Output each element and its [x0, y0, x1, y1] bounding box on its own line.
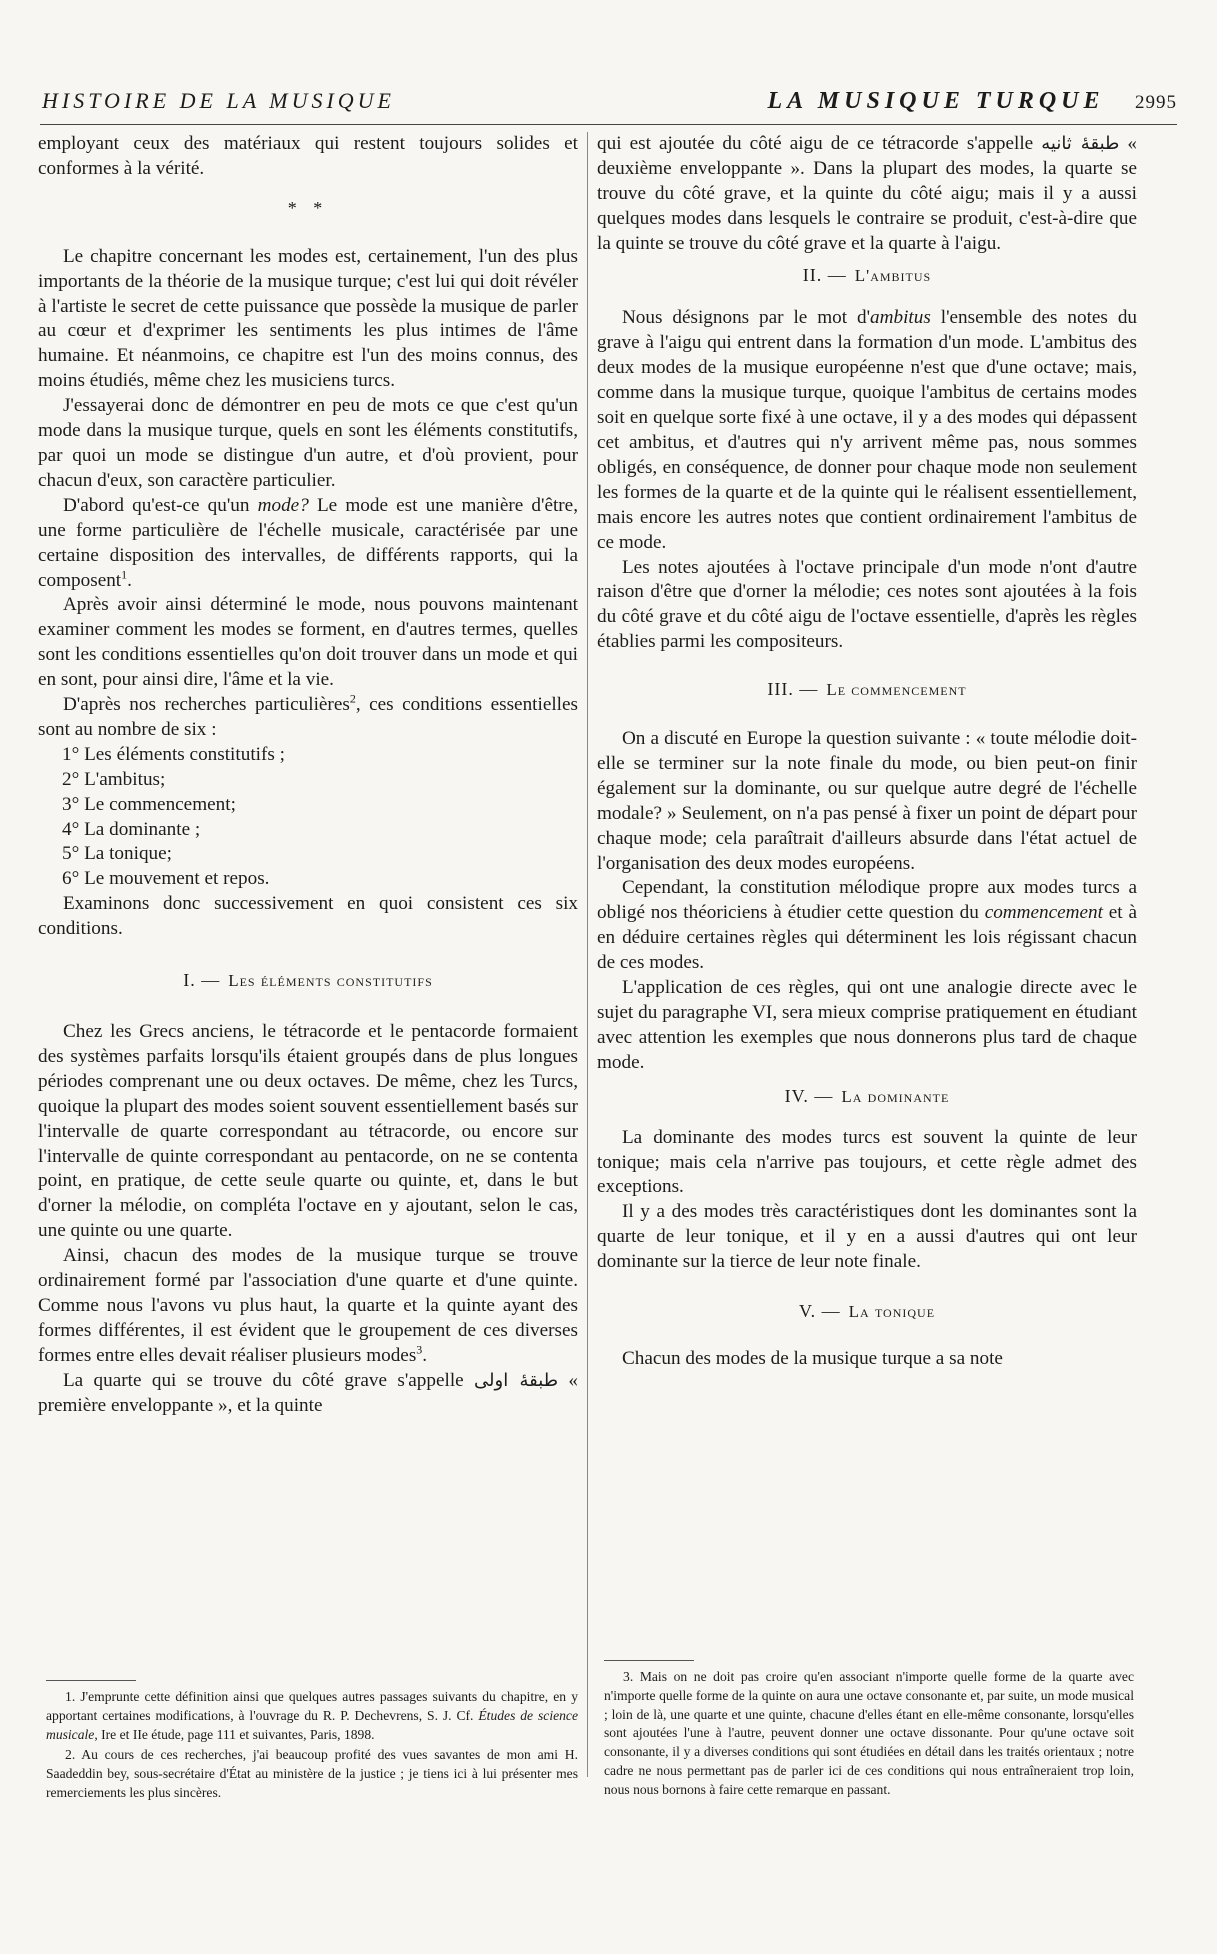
- footnote: [46, 1688, 578, 1744]
- footnote-rule: [46, 1680, 136, 1681]
- heading-title: La dominante: [841, 1086, 950, 1106]
- paragraph: L'application de ces règles, qui ont une analogie directe avec le sujet du paragraphe VI, sera mieux comprise pratiquement en étudiant avec attention les exemples que nous donnerons plus tard de chaque mode.: [597, 977, 1137, 1073]
- text-run: Nous désignons par le mot d': [621, 307, 871, 329]
- arabic-term: طبقهٔ ثانيه: [1041, 133, 1120, 154]
- emphasis: mode?: [257, 494, 309, 516]
- paragraph: [38, 693, 578, 743]
- footnote-ref: 2: [349, 691, 356, 706]
- text-run: et à en déduire certaines règles qui déterminent les lois régissant chacun de ces modes.: [597, 902, 1137, 974]
- emphasis: Études de science musicale: [46, 1707, 578, 1742]
- header-rule: [40, 124, 1177, 125]
- section-stars: * *: [287, 197, 329, 218]
- emphasis: commencement: [984, 902, 1103, 924]
- heading-title: Le commencement: [826, 680, 967, 700]
- paragraph: J'essayerai donc de démontrer en peu de mots ce que c'est qu'un mode dans la musique turque, quels en sont les éléments constitutifs, par quoi un mode se distingue d'un autre, et d'où provient, pour chacun d'eux, son caractère particulier.: [38, 395, 578, 491]
- section-heading: [597, 1299, 1137, 1325]
- list-item: 3° Le commencement;: [62, 793, 236, 815]
- text-run: D'après nos recherches particulières: [62, 694, 350, 716]
- section-heading: [597, 677, 1137, 703]
- paragraph: La dominante des modes turcs est souvent la quinte de leur tonique; mais cela n'arrive pas toujours, et cette règle admet des exceptions.: [597, 1126, 1137, 1198]
- heading-number: IV. —: [784, 1085, 834, 1106]
- paragraph: Chacun des modes de la musique turque a sa note: [621, 1347, 1003, 1369]
- heading-number: III. —: [767, 679, 819, 700]
- paragraph: [597, 306, 1137, 555]
- list-item: 5° La tonique;: [62, 843, 172, 865]
- footnotes-right: [604, 1668, 1134, 1802]
- header-chapter-title: LA MUSIQUE TURQUE: [767, 88, 1105, 114]
- section-heading: [38, 968, 578, 994]
- right-column: [597, 132, 1137, 1372]
- paragraph: [38, 1244, 578, 1369]
- footnote-ref: 3: [416, 1342, 423, 1357]
- column-divider: [587, 132, 588, 1777]
- heading-number: I. —: [183, 970, 221, 991]
- text-run: qui est ajoutée du côté aigu de ce tétracorde s'appelle: [597, 133, 1042, 154]
- text-run: Cependant, la constitution mélodique propre aux modes turcs a obligé nos théoriciens à étudier cette question du: [597, 877, 1137, 924]
- heading-title: La tonique: [848, 1302, 936, 1322]
- list-item: 6° Le mouvement et repos.: [62, 868, 270, 890]
- footnote: 2. Au cours de ces recherches, j'ai beaucoup profité des vues savantes de mon ami H. Saadeddin bey, sous-secrétaire d'État au ministère de la justice ; je tiens ici à lui présenter mes remerciements les plus sincères.: [46, 1747, 578, 1800]
- paragraph: [38, 1369, 578, 1419]
- text-run: La quarte qui se trouve du côté grave s'appelle: [62, 1369, 475, 1391]
- text-run: l'ensemble des notes du grave à l'aigu qui entrent dans la formation d'un mode. L'ambitus des deux modes de la musique européenne n'est que d'une octave; mais, comme dans la musique turque, quoique l'ambitus de certains modes soit en quelque sorte fixé à une octave, il y a des modes qui dépassent cet ambitus, et d'autres qui n'y arrivent même pas, nous sommes obligés, en conséquence, de donner pour chaque mode non seulement les formes de la quarte et de la quinte qui le réalisent essentiellement, mais encore les autres notes que contient ordinairement l'ambitus de ce mode.: [597, 307, 1138, 553]
- text-run: .: [127, 569, 132, 591]
- emphasis: ambitus: [870, 307, 931, 329]
- running-header: [40, 88, 1177, 120]
- paragraph: Il y a des modes très caractéristiques dont les dominantes sont la quarte de leur tonique, et il y en a aussi d'autres qui ont leur dominante sur la tierce de leur note finale.: [597, 1201, 1137, 1273]
- text-run: Le mode est une manière d'être, une forme particulière de l'échelle musicale, caractérisée par une certaine disposition des intervalles, de différents rapports, qui la composent: [38, 494, 578, 591]
- heading-number: V. —: [798, 1301, 841, 1322]
- list-item: 1° Les éléments constitutifs ;: [62, 743, 285, 765]
- heading-title: L'ambitus: [854, 265, 932, 285]
- text-run: Ainsi, chacun des modes de la musique turque se trouve ordinairement formé par l'association d'une quarte et d'une quinte. Comme nous l'avons vu plus haut, la quarte et la quinte ayant des formes différentes, il est évident que le groupement de ces diverses formes entre elles devait réaliser plusieurs modes: [38, 1245, 578, 1366]
- paragraph: Chez les Grecs anciens, le tétracorde et le pentacorde formaient des systèmes parfaits lorsqu'ils étaient groupés dans de plus longues périodes comprenant une ou deux octaves. De même, chez les Turcs, quoique la plupart des modes soient souvent essentiellement basés sur l'intervalle de quarte correspondant au tétracorde, ou encore sur l'intervalle de quinte correspondant au pentacorde, on ne se contenta point, en pratique, de cette seule quarte ou quinte, et, dans le but d'orner la mélodie, on compléta l'octave en y ajoutant, selon le cas, une quinte ou une quarte.: [38, 1021, 578, 1242]
- paragraph: Après avoir ainsi déterminé le mode, nous pouvons maintenant examiner comment les modes se forment, en d'autres termes, quelles sont les conditions essentielles qu'on doit trouver dans un mode et qui en sont, pour ainsi dire, l'âme et la vie.: [38, 594, 578, 691]
- section-heading: [597, 263, 1137, 289]
- left-column: [38, 132, 578, 1419]
- paragraph: [597, 876, 1137, 976]
- paragraph: Examinons donc successivement en quoi consistent ces six conditions.: [38, 893, 578, 940]
- footnote-rule: [604, 1660, 694, 1661]
- header-book-title: HISTOIRE DE LA MUSIQUE: [42, 88, 395, 113]
- arabic-term: طبقهٔ اولى: [474, 1369, 559, 1391]
- heading-number: II. —: [802, 264, 847, 285]
- paragraph: [38, 494, 578, 594]
- text-run: .: [422, 1344, 428, 1366]
- list-item: 2° L'ambitus;: [62, 768, 166, 790]
- text-run: , ces conditions essentielles sont au nombre de six :: [38, 694, 578, 740]
- text-run: D'abord qu'est-ce qu'un: [62, 494, 258, 516]
- text-run: , Ire et IIe étude, page 111 et suivantes, Paris, 1898.: [94, 1726, 375, 1742]
- paragraph: employant ceux des matériaux qui restent toujours solides et conformes à la vérité.: [38, 133, 578, 179]
- text-run: 1. J'emprunte cette définition ainsi que quelques autres passages suivants du chapitre, en y apportant certaines modifications, à l'ouvrage du R. P. Dechevrens, S. J. Cf.: [46, 1689, 578, 1723]
- section-heading: [597, 1084, 1137, 1110]
- list-item: 4° La dominante ;: [62, 818, 201, 840]
- footnote: 3. Mais on ne doit pas croire qu'en associant n'importe quelle forme de la quarte avec n'importe quelle forme de la quinte on aura une octave consonante et, par suite, un mode musical ; loin de là, une quarte et une quinte, chacune d'elles étant en elle-même consonante, lorsqu'elles sont ajoutées l'une à l'autre, peuvent donner une octave dissonante. Pour qu'une octave soit consonante, il y a diverses conditions qui sont étudiées en détail dans les traités orientaux ; notre cadre ne nous permettant pas de parler ici de ces conditions qui nous entraîneraient trop loin, nous nous bornons à faire cette remarque en passant.: [604, 1669, 1134, 1797]
- text-run: « première enveloppante », et la quinte: [38, 1369, 579, 1416]
- heading-title: Les éléments constitutifs: [228, 971, 433, 991]
- footnote-ref: 1: [121, 567, 128, 582]
- header-chapter: [767, 88, 1177, 115]
- paragraph: [597, 132, 1137, 257]
- footnotes-left: [46, 1688, 578, 1805]
- paragraph: Le chapitre concernant les modes est, certainement, l'un des plus importants de la théorie de la musique turque; c'est lui qui doit révéler à l'artiste le secret de cette puissance que possède la musique de parler au cœur et d'exprimer les sentiments les plus intimes de l'âme humaine. Et néanmoins, ce chapitre est l'un des moins connus, des moins étudiés, même chez les musiciens turcs.: [38, 245, 578, 392]
- paragraph: Les notes ajoutées à l'octave principale d'un mode n'ont d'autre raison d'être que d'orner la mélodie; ces notes sont ajoutées à la fois du côté grave et du côté aigu de l'octave essentielle, d'après les règles établies parmi les compositeurs.: [597, 556, 1137, 653]
- text-run: « deuxième enveloppante ». Dans la plupart des modes, la quarte se trouve du côté grave, et la quinte du côté aigu; mais il y a aussi quelques modes dans lesquels le contraire se produit, c'est-à-dire que la quinte se trouve du côté grave et la quarte à l'aigu.: [597, 133, 1137, 254]
- page-number: 2995: [1135, 92, 1177, 113]
- paragraph: On a discuté en Europe la question suivante : « toute mélodie doit-elle se terminer sur la note finale du mode, ou bien peut-on finir également sur la dominante, ou sur quelque autre degré de l'échelle modale? » Seulement, on n'a pas pensé à fixer un point de départ pour chaque mode; cela paraîtrait d'ailleurs absurde dans l'état actuel de l'organisation des deux modes européens.: [597, 728, 1137, 874]
- conditions-list: [38, 743, 578, 892]
